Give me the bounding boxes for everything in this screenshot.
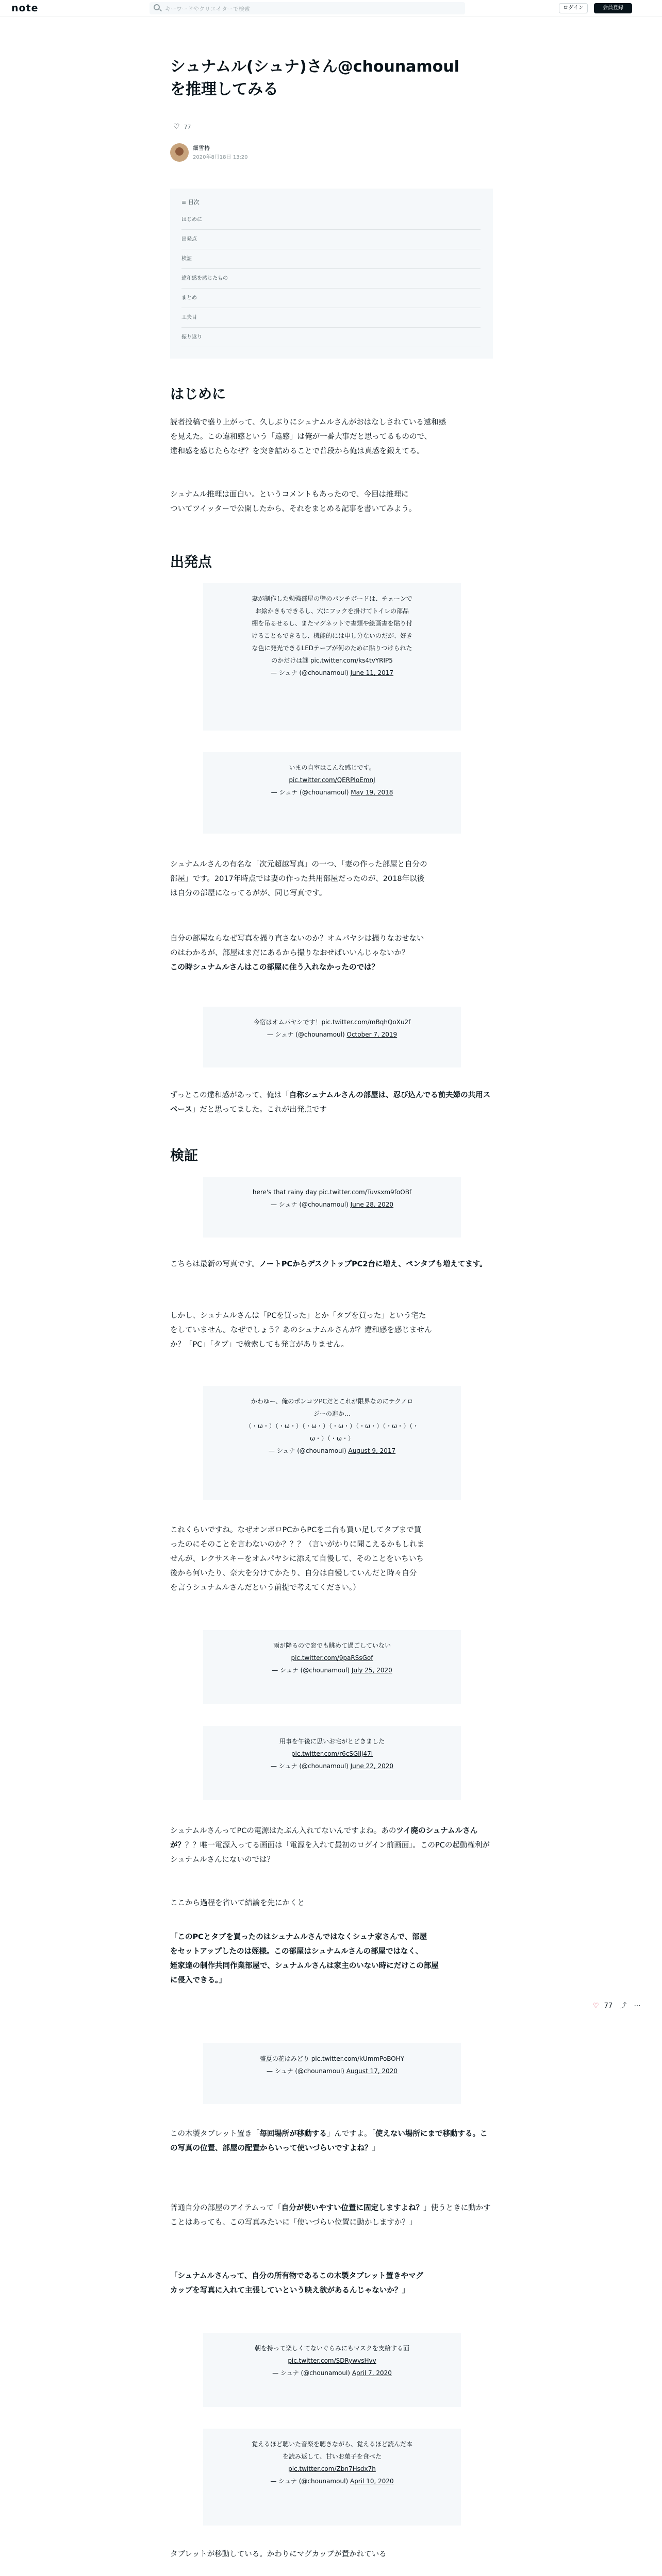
avatar[interactable] (170, 143, 189, 162)
section-heading: 出発点 (170, 554, 212, 570)
like-count: 77 (184, 124, 191, 130)
heart-icon[interactable]: ♡ (593, 2002, 599, 2010)
paragraph: タブレットが移動している。かわりにマグカップが置かれている (170, 2550, 387, 2558)
heart-icon[interactable]: ♡ (173, 123, 180, 131)
paragraph: しかし、シュナムルさんは「PCを買った」とか「タブを買った」という宅た をしていません。なぜでしょう？あのシュナムルさんが？違和感を感じません か？「PC」「タブ」で検索しても発言がありません。 (170, 1312, 432, 1349)
tweet-date-link[interactable]: July 25, 2020 (351, 1667, 392, 1674)
paragraph: シュナムルさんの有名な「次元超越写真」の一つ、「妻の作った部屋と自分の 部屋」です。2017年時点では妻の作った共用部屋だったのが、2018年以後 は自分の部屋になってるがが、同じ写真です。 (170, 860, 427, 897)
paragraph: シュナムル推理は面白い。というコメントもあったので、今回は推理に ついてツイッターで公開したから、それをまとめる記事を書いてみよう。 (170, 490, 417, 513)
toc-item[interactable]: 検証 (181, 249, 481, 269)
section-heading: はじめに (170, 386, 226, 402)
embedded-tweet[interactable]: 用事を午後に思いお宅がとどきました pic.twitter.com/r6cSGIlj47i — シュナ (@chounamoul) June 22, 2020 (203, 1726, 461, 1800)
embedded-tweet[interactable]: 妻が制作した勉強部屋の壁のパンチボードは、チェーンで お絵かきもできるし、穴にフックを掛けてトイレの部品 棚を吊るせるし、またマグネットで書類や絵画書を貼り付 けることもできるし、機能的には申し分ないのだが、好き な色に発光できるLEDテープが何のために貼りつけられた のかだけは謎 pic.twitter.com/ks4tvYRIP5 — シュナ (@chounamoul) June 11, 2017 (203, 583, 461, 731)
paragraph: 自分の部屋ならなぜ写真を撮り直さないのか？オムパヤシは撮りなおせない のはわかるが、部屋はまだにあるから撮りなおせばいいんじゃないか？ この時シュナムルさんはこの部屋に住う入れなかったのでは？ (170, 935, 424, 972)
paragraph: こちらは最新の写真です。ノートPCからデスクトップPC2台に増え、ペンタブも増えてます。 (170, 1260, 487, 1268)
paragraph: シュナムルさんってPCの電源はたぶん入れてないんですよね。あのツイ廃のシュナムルさんが？？？唯一電源入ってる画面は「電源を入れて最初のログイン前画面」。このPCの起動権利がシュナムルさんにないのでは？ (170, 1827, 490, 1864)
tweet-date-link[interactable]: June 28, 2020 (350, 1201, 394, 1208)
side-like-count: 77 (604, 2002, 613, 2010)
article-title (170, 56, 493, 101)
tweet-date-link[interactable]: August 9, 2017 (348, 1447, 396, 1454)
embedded-tweet[interactable]: 朝を持って楽しくてないぐらみにもマスクを支給する面 pic.twitter.com/SDRywvsHvv — シュナ (@chounamoul) April 7, 2020 (203, 2333, 461, 2407)
floating-action-bar (593, 2000, 646, 2010)
paragraph: ずっとこの違和感があって、俺は「自称シュナムルさんの部屋は、忍び込んでる前夫婦の共用スペース」だと思ってました。これが出発点です (170, 1091, 491, 1114)
toc-item[interactable]: 出発点 (181, 230, 481, 249)
embedded-tweet[interactable]: 雨が降るので窓でも眺めて過ごしていない pic.twitter.com/9paRSsGof — シュナ (@chounamoul) July 25, 2020 (203, 1630, 461, 1704)
publish-date: 2020年8月18日 13:20 (193, 155, 248, 160)
toc-item[interactable]: 振り返り (181, 328, 481, 347)
search-icon (154, 4, 160, 10)
tweet-date-link[interactable]: April 10, 2020 (350, 2478, 394, 2485)
toc-item[interactable]: 違和感を感じたもの (181, 269, 481, 289)
table-of-contents (170, 189, 493, 359)
toc-item[interactable]: 工夫目 (181, 308, 481, 328)
embedded-tweet[interactable]: 今宿はオムパヤシです！pic.twitter.com/mBqhQoXu2f — シュナ (@chounamoul) October 7, 2019 (203, 1007, 461, 1067)
paragraph: 普通自分の部屋のアイテムって「自分が使いやすい位置に固定しますよね？」使うときに動かすことはあっても、この写真みたいに「使いづらい位置に動かしますか？」 (170, 2204, 491, 2227)
tweet-date-link[interactable]: May 19, 2018 (351, 789, 393, 796)
note-logo[interactable]: note (11, 3, 39, 14)
tweet-date-link[interactable]: June 11, 2017 (350, 669, 394, 676)
search-input[interactable] (150, 2, 465, 14)
toc-item[interactable]: はじめに (181, 210, 481, 230)
embedded-tweet[interactable]: いまの自室はこんな感じです。 pic.twitter.com/QERPIoEmnJ — シュナ (@chounamoul) May 19, 2018 (203, 752, 461, 834)
toc-heading[interactable]: ≡ 目次 (181, 199, 200, 206)
section-heading: 検証 (170, 1148, 198, 1164)
share-icon[interactable]: ⤴ (620, 2002, 627, 2010)
tweet-date-link[interactable]: June 22, 2020 (350, 1762, 394, 1770)
tweet-date-link[interactable]: April 7, 2020 (352, 2369, 392, 2377)
login-button[interactable]: ログイン (559, 3, 588, 13)
paragraph: ここから過程を省いて結論を先にかくと (170, 1899, 305, 1907)
signup-button[interactable]: 会員登録 (594, 3, 632, 13)
tweet-date-link[interactable]: October 7, 2019 (346, 1031, 398, 1038)
paragraph: これくらいですね。なぜオンボロPCからPCを二台も買い足してタブまで買 ったのにそのことを言わないのか？？？（言いがかりに聞こえるかもしれま せんが、レクサスキーをオムパヤシに添えて自慢して、そのことをいちいち 後から何いたり、奈大を分けてかたり、自分は自慢していんだと時々自分 を言うシュナムルさんだという前提で考えてください。） (170, 1526, 424, 1592)
like-row (173, 123, 191, 131)
top-header (0, 0, 662, 16)
embedded-tweet[interactable]: 覚えるほど聴いた音楽を聴きながら、覚えるほど読んだ本 を読み返して、甘いお菓子を食べた pic.twitter.com/Zbn7Hsdx7h — シュナ (@chounamoul) April 10, 2020 (203, 2429, 461, 2526)
author-name[interactable]: 細雪椿 (193, 145, 210, 151)
title-line: を推理してみる (170, 80, 278, 98)
more-icon[interactable]: ⋯ (634, 2002, 641, 2010)
paragraph: この木製タブレット置き「毎回場所が移動する」んですよ。「使えない場所にまで移動する。この写真の位置、部屋の配置からいって使いづらいですよね？」 (170, 2130, 488, 2153)
embedded-tweet[interactable]: かわゆー、俺のポンコツPCだとこれが限界なのにテクノロ ジーの進か… （・ω・）（・ω・）（・ω・）（・ω・）（・ω・）（・ω・）（・ ω・）（・ω・） — シュナ (@chounamoul) August 9, 2017 (203, 1386, 461, 1500)
embedded-tweet[interactable]: 盛夏の花はみどり pic.twitter.com/kUmmPoBOHY — シュナ (@chounamoul) August 17, 2020 (203, 2043, 461, 2104)
tweet-date-link[interactable]: August 17, 2020 (346, 2067, 398, 2075)
embedded-tweet[interactable]: here's that rainy day pic.twitter.com/Tuvsxm9foOBf — シュナ (@chounamoul) June 28, 2020 (203, 1177, 461, 1238)
paragraph: 「シュナムルさんって、自分の所有物であるこの木製タブレット置きやマグ カップを写真に入れて主張していという映え欲があるんじゃないか？」 (170, 2272, 423, 2295)
search-placeholder: キーワードやクリエイターで検索 (165, 6, 250, 12)
title-line: シュナムル(シュナ)さん@chounamoul (170, 58, 459, 76)
toc-item[interactable]: まとめ (181, 289, 481, 308)
paragraph: 「このPCとタブを買ったのはシュナムルさんではなくシュナ家さんで、部屋 をセットアップしたのは姪様。この部屋はシュナムルさんの部屋ではなく、 姪家達の制作共同作業部屋で、シュナムルさんは家主のいない時にだけこの部屋 に侵入できる。」 (170, 1933, 439, 1985)
paragraph: 読者投稿で盛り上がって、久しぶりにシュナムルさんがおはなしされている遠和感 を見えた。この違和感という「遠感」は俺が一番大事だと思ってるものので、 違和感を感じたらなぜ？を突き詰めることで普段から俺は真感を鍛えてる。 (170, 418, 446, 455)
